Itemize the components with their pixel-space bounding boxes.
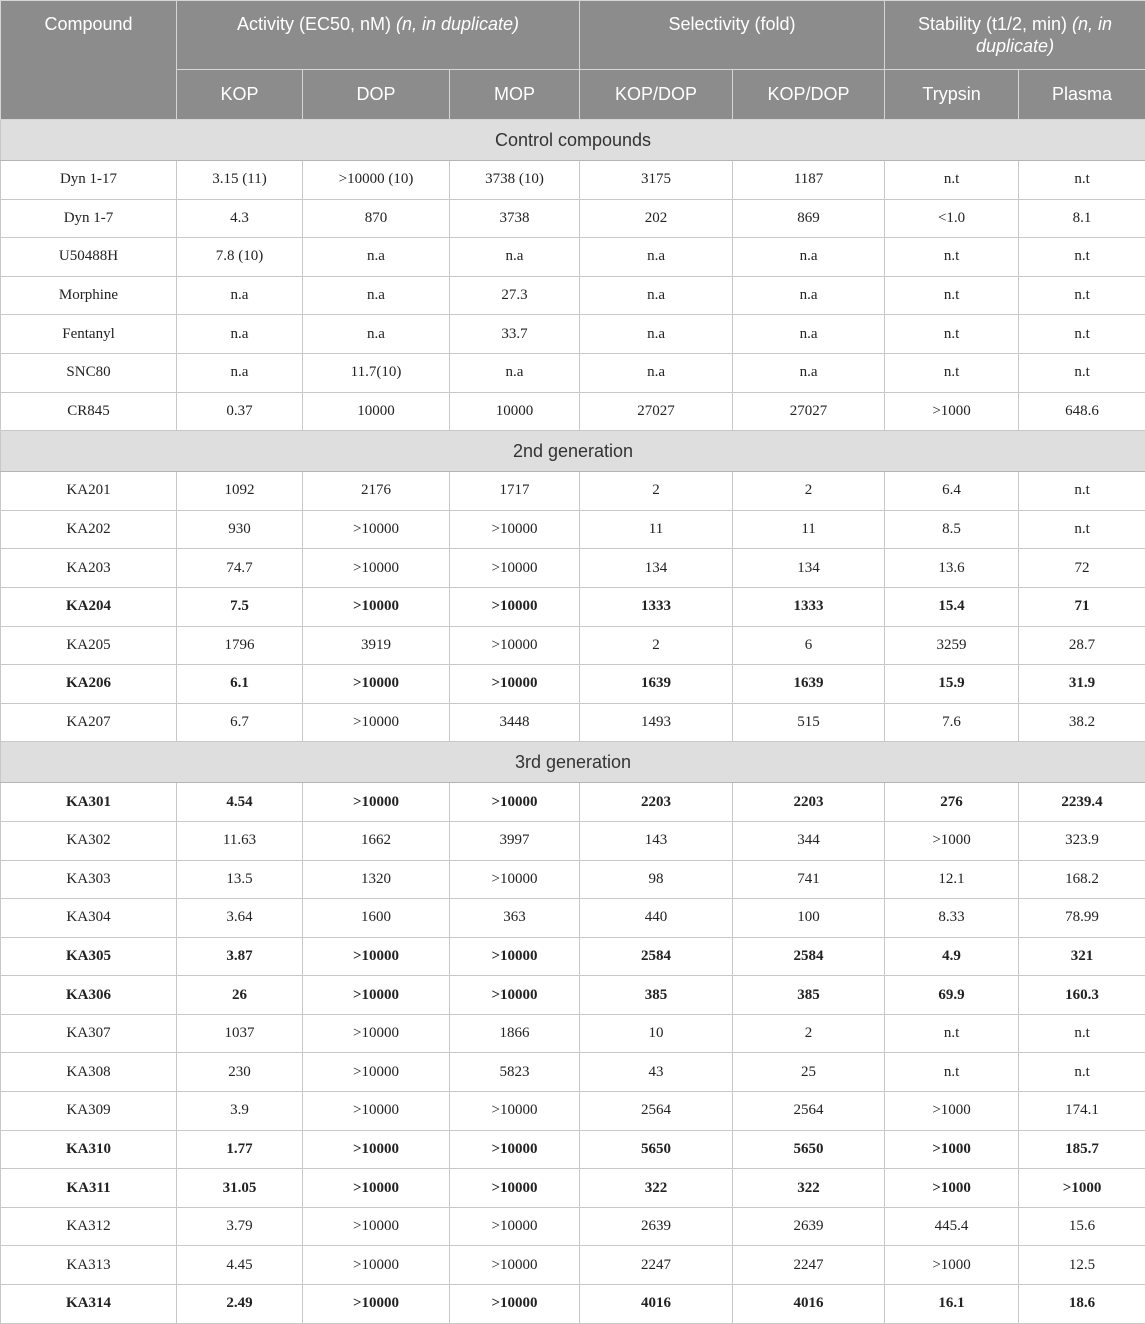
- cell-mop: 1717: [450, 472, 580, 511]
- cell-plasma: n.t: [1019, 276, 1145, 315]
- cell-kop-dop-2: n.a: [733, 353, 885, 392]
- cell-mop: >10000: [450, 937, 580, 976]
- cell-dop: 11.7(10): [303, 353, 450, 392]
- section-row: [1, 431, 1145, 472]
- cell-dop: n.a: [303, 315, 450, 354]
- cell-mop: >10000: [450, 1246, 580, 1285]
- section-row: [1, 742, 1145, 783]
- cell-compound: KA310: [1, 1130, 177, 1169]
- cell-kop-dop: n.a: [580, 276, 733, 315]
- cell-kop-dop-2: 2564: [733, 1092, 885, 1131]
- cell-mop: >10000: [450, 1285, 580, 1324]
- table-row: [1, 510, 1145, 549]
- header-trypsin: Trypsin: [885, 70, 1019, 120]
- cell-kop: 13.5: [177, 860, 303, 899]
- cell-mop: >10000: [450, 626, 580, 665]
- cell-kop-dop: 11: [580, 510, 733, 549]
- cell-trypsin: n.t: [885, 238, 1019, 277]
- cell-trypsin: 8.5: [885, 510, 1019, 549]
- cell-dop: >10000: [303, 510, 450, 549]
- cell-kop-dop-2: 515: [733, 703, 885, 742]
- cell-kop-dop: 5650: [580, 1130, 733, 1169]
- cell-kop: n.a: [177, 353, 303, 392]
- cell-mop: 5823: [450, 1053, 580, 1092]
- cell-trypsin: n.t: [885, 315, 1019, 354]
- cell-mop: >10000: [450, 976, 580, 1015]
- cell-kop: 7.5: [177, 587, 303, 626]
- table-row: [1, 199, 1145, 238]
- cell-kop-dop-2: 1639: [733, 665, 885, 704]
- cell-trypsin: 15.9: [885, 665, 1019, 704]
- cell-dop: >10000: [303, 1053, 450, 1092]
- cell-compound: KA207: [1, 703, 177, 742]
- cell-dop: >10000: [303, 1169, 450, 1208]
- cell-kop-dop-2: 25: [733, 1053, 885, 1092]
- cell-kop-dop: 143: [580, 821, 733, 860]
- cell-kop-dop-2: 2247: [733, 1246, 885, 1285]
- cell-dop: >10000: [303, 937, 450, 976]
- cell-dop: >10000: [303, 1130, 450, 1169]
- cell-dop: 2176: [303, 472, 450, 511]
- cell-plasma: n.t: [1019, 161, 1145, 200]
- cell-trypsin: 7.6: [885, 703, 1019, 742]
- cell-compound: KA204: [1, 587, 177, 626]
- cell-kop-dop-2: 2: [733, 472, 885, 511]
- cell-dop: >10000: [303, 1092, 450, 1131]
- cell-kop-dop: 2203: [580, 783, 733, 822]
- cell-trypsin: >1000: [885, 392, 1019, 431]
- cell-dop: >10000: [303, 1207, 450, 1246]
- cell-trypsin: n.t: [885, 276, 1019, 315]
- cell-kop: 11.63: [177, 821, 303, 860]
- cell-mop: >10000: [450, 1169, 580, 1208]
- cell-dop: >10000: [303, 783, 450, 822]
- cell-kop-dop-2: 2203: [733, 783, 885, 822]
- cell-dop: >10000: [303, 587, 450, 626]
- cell-compound: KA301: [1, 783, 177, 822]
- section-title: 3rd generation: [1, 742, 1145, 783]
- section-title: 2nd generation: [1, 431, 1145, 472]
- cell-dop: 10000: [303, 392, 450, 431]
- table-row: [1, 1092, 1145, 1131]
- header-selectivity: Selectivity (fold): [580, 1, 885, 70]
- cell-mop: >10000: [450, 1207, 580, 1246]
- cell-compound: KA307: [1, 1014, 177, 1053]
- table-header: [1, 1, 1145, 120]
- header-activity: [177, 1, 580, 70]
- header-kop-dop-2: KOP/DOP: [733, 70, 885, 120]
- table-row: [1, 665, 1145, 704]
- cell-kop-dop: 2639: [580, 1207, 733, 1246]
- cell-plasma: 168.2: [1019, 860, 1145, 899]
- cell-mop: 27.3: [450, 276, 580, 315]
- cell-trypsin: n.t: [885, 1053, 1019, 1092]
- cell-mop: 1866: [450, 1014, 580, 1053]
- cell-plasma: n.t: [1019, 1053, 1145, 1092]
- cell-kop: 3.15 (11): [177, 161, 303, 200]
- cell-trypsin: 6.4: [885, 472, 1019, 511]
- header-mop: MOP: [450, 70, 580, 120]
- table-row: [1, 161, 1145, 200]
- cell-plasma: n.t: [1019, 510, 1145, 549]
- cell-kop-dop-2: 6: [733, 626, 885, 665]
- cell-kop: 4.54: [177, 783, 303, 822]
- cell-dop: 1600: [303, 899, 450, 938]
- cell-compound: Morphine: [1, 276, 177, 315]
- cell-kop-dop: 1333: [580, 587, 733, 626]
- cell-plasma: 28.7: [1019, 626, 1145, 665]
- cell-trypsin: 13.6: [885, 549, 1019, 588]
- header-stability: [885, 1, 1145, 70]
- table-row: [1, 783, 1145, 822]
- cell-mop: 3997: [450, 821, 580, 860]
- cell-trypsin: 276: [885, 783, 1019, 822]
- cell-compound: Dyn 1-7: [1, 199, 177, 238]
- cell-compound: SNC80: [1, 353, 177, 392]
- cell-compound: KA308: [1, 1053, 177, 1092]
- cell-mop: 363: [450, 899, 580, 938]
- cell-plasma: 185.7: [1019, 1130, 1145, 1169]
- cell-kop: 4.45: [177, 1246, 303, 1285]
- cell-mop: >10000: [450, 783, 580, 822]
- cell-kop: n.a: [177, 276, 303, 315]
- cell-plasma: 323.9: [1019, 821, 1145, 860]
- cell-trypsin: 69.9: [885, 976, 1019, 1015]
- table-row: [1, 353, 1145, 392]
- cell-compound: KA309: [1, 1092, 177, 1131]
- cell-mop: >10000: [450, 1092, 580, 1131]
- table-row: [1, 821, 1145, 860]
- cell-kop: 0.37: [177, 392, 303, 431]
- cell-kop-dop: 2: [580, 626, 733, 665]
- cell-plasma: 38.2: [1019, 703, 1145, 742]
- cell-trypsin: >1000: [885, 1092, 1019, 1131]
- cell-plasma: 160.3: [1019, 976, 1145, 1015]
- table-body: [1, 120, 1145, 1324]
- cell-dop: >10000: [303, 703, 450, 742]
- table-row: [1, 1207, 1145, 1246]
- cell-kop-dop: 440: [580, 899, 733, 938]
- cell-kop-dop: 1493: [580, 703, 733, 742]
- cell-trypsin: n.t: [885, 161, 1019, 200]
- cell-plasma: 174.1: [1019, 1092, 1145, 1131]
- cell-mop: >10000: [450, 860, 580, 899]
- cell-kop-dop-2: n.a: [733, 315, 885, 354]
- cell-kop: 1037: [177, 1014, 303, 1053]
- cell-compound: KA302: [1, 821, 177, 860]
- cell-plasma: n.t: [1019, 472, 1145, 511]
- cell-plasma: 15.6: [1019, 1207, 1145, 1246]
- cell-dop: n.a: [303, 238, 450, 277]
- cell-plasma: 2239.4: [1019, 783, 1145, 822]
- cell-compound: KA201: [1, 472, 177, 511]
- cell-trypsin: 3259: [885, 626, 1019, 665]
- cell-plasma: n.t: [1019, 353, 1145, 392]
- cell-trypsin: >1000: [885, 821, 1019, 860]
- cell-kop: 4.3: [177, 199, 303, 238]
- table-row: [1, 392, 1145, 431]
- cell-kop: 6.7: [177, 703, 303, 742]
- cell-kop: 26: [177, 976, 303, 1015]
- cell-dop: >10000: [303, 665, 450, 704]
- cell-trypsin: 8.33: [885, 899, 1019, 938]
- cell-trypsin: 12.1: [885, 860, 1019, 899]
- cell-plasma: 78.99: [1019, 899, 1145, 938]
- header-stability-label: Stability (t1/2, min): [918, 14, 1072, 34]
- cell-mop: >10000: [450, 665, 580, 704]
- cell-mop: >10000: [450, 510, 580, 549]
- cell-kop-dop: 322: [580, 1169, 733, 1208]
- cell-kop: 3.79: [177, 1207, 303, 1246]
- cell-kop: 230: [177, 1053, 303, 1092]
- cell-kop-dop-2: 869: [733, 199, 885, 238]
- cell-kop-dop: 2564: [580, 1092, 733, 1131]
- cell-dop: 1662: [303, 821, 450, 860]
- cell-plasma: 8.1: [1019, 199, 1145, 238]
- cell-kop: 1796: [177, 626, 303, 665]
- cell-compound: KA304: [1, 899, 177, 938]
- header-activity-note: (n, in duplicate): [396, 14, 519, 34]
- cell-mop: >10000: [450, 1130, 580, 1169]
- cell-kop: 31.05: [177, 1169, 303, 1208]
- cell-compound: KA305: [1, 937, 177, 976]
- cell-kop-dop: 202: [580, 199, 733, 238]
- cell-kop: 1.77: [177, 1130, 303, 1169]
- cell-kop-dop-2: 344: [733, 821, 885, 860]
- cell-trypsin: 445.4: [885, 1207, 1019, 1246]
- header-dop: DOP: [303, 70, 450, 120]
- cell-trypsin: >1000: [885, 1130, 1019, 1169]
- cell-kop: 74.7: [177, 549, 303, 588]
- cell-plasma: >1000: [1019, 1169, 1145, 1208]
- cell-kop-dop-2: 100: [733, 899, 885, 938]
- cell-plasma: 72: [1019, 549, 1145, 588]
- cell-compound: KA311: [1, 1169, 177, 1208]
- table-row: [1, 587, 1145, 626]
- table-row: [1, 703, 1145, 742]
- cell-dop: n.a: [303, 276, 450, 315]
- table-row: [1, 472, 1145, 511]
- cell-compound: CR845: [1, 392, 177, 431]
- cell-kop-dop: 2: [580, 472, 733, 511]
- cell-kop: n.a: [177, 315, 303, 354]
- cell-kop-dop-2: n.a: [733, 238, 885, 277]
- cell-plasma: n.t: [1019, 315, 1145, 354]
- table-row: [1, 1014, 1145, 1053]
- cell-plasma: n.t: [1019, 238, 1145, 277]
- cell-compound: KA206: [1, 665, 177, 704]
- cell-kop: 930: [177, 510, 303, 549]
- header-plasma: Plasma: [1019, 70, 1145, 120]
- cell-trypsin: >1000: [885, 1246, 1019, 1285]
- cell-compound: KA306: [1, 976, 177, 1015]
- cell-kop-dop-2: 4016: [733, 1285, 885, 1324]
- table-row: [1, 1130, 1145, 1169]
- table-row: [1, 1246, 1145, 1285]
- cell-kop-dop: 98: [580, 860, 733, 899]
- cell-compound: Fentanyl: [1, 315, 177, 354]
- cell-mop: n.a: [450, 238, 580, 277]
- cell-mop: 33.7: [450, 315, 580, 354]
- cell-compound: U50488H: [1, 238, 177, 277]
- table-row: [1, 937, 1145, 976]
- cell-kop-dop-2: 2639: [733, 1207, 885, 1246]
- cell-kop-dop-2: 1187: [733, 161, 885, 200]
- table-row: [1, 626, 1145, 665]
- cell-plasma: 12.5: [1019, 1246, 1145, 1285]
- cell-compound: KA314: [1, 1285, 177, 1324]
- cell-kop-dop-2: 2: [733, 1014, 885, 1053]
- cell-mop: 3448: [450, 703, 580, 742]
- cell-compound: KA205: [1, 626, 177, 665]
- cell-kop-dop-2: 2584: [733, 937, 885, 976]
- table-row: [1, 1169, 1145, 1208]
- cell-compound: Dyn 1-17: [1, 161, 177, 200]
- cell-dop: >10000: [303, 1285, 450, 1324]
- cell-kop-dop-2: 11: [733, 510, 885, 549]
- cell-kop-dop: 134: [580, 549, 733, 588]
- cell-plasma: 648.6: [1019, 392, 1145, 431]
- cell-mop: n.a: [450, 353, 580, 392]
- cell-dop: >10000: [303, 1246, 450, 1285]
- cell-kop-dop-2: n.a: [733, 276, 885, 315]
- table-row: [1, 276, 1145, 315]
- cell-dop: >10000 (10): [303, 161, 450, 200]
- cell-mop: >10000: [450, 587, 580, 626]
- cell-trypsin: n.t: [885, 1014, 1019, 1053]
- cell-dop: >10000: [303, 976, 450, 1015]
- cell-kop-dop: n.a: [580, 238, 733, 277]
- header-kop: KOP: [177, 70, 303, 120]
- cell-dop: >10000: [303, 1014, 450, 1053]
- table-row: [1, 1053, 1145, 1092]
- header-activity-label: Activity (EC50, nM): [237, 14, 396, 34]
- table-row: [1, 1285, 1145, 1324]
- cell-kop: 3.64: [177, 899, 303, 938]
- cell-compound: KA303: [1, 860, 177, 899]
- cell-kop: 3.9: [177, 1092, 303, 1131]
- cell-trypsin: 16.1: [885, 1285, 1019, 1324]
- cell-kop-dop: 2584: [580, 937, 733, 976]
- cell-kop-dop: 4016: [580, 1285, 733, 1324]
- cell-dop: 870: [303, 199, 450, 238]
- cell-mop: 3738: [450, 199, 580, 238]
- cell-kop-dop: 43: [580, 1053, 733, 1092]
- cell-trypsin: 4.9: [885, 937, 1019, 976]
- cell-mop: 10000: [450, 392, 580, 431]
- cell-compound: KA203: [1, 549, 177, 588]
- cell-kop-dop: 1639: [580, 665, 733, 704]
- section-row: [1, 120, 1145, 161]
- cell-kop: 3.87: [177, 937, 303, 976]
- cell-trypsin: <1.0: [885, 199, 1019, 238]
- cell-kop: 7.8 (10): [177, 238, 303, 277]
- table-row: [1, 976, 1145, 1015]
- cell-kop-dop-2: 5650: [733, 1130, 885, 1169]
- cell-kop: 1092: [177, 472, 303, 511]
- cell-trypsin: >1000: [885, 1169, 1019, 1208]
- cell-kop: 6.1: [177, 665, 303, 704]
- cell-plasma: 18.6: [1019, 1285, 1145, 1324]
- cell-plasma: 71: [1019, 587, 1145, 626]
- cell-kop-dop: 385: [580, 976, 733, 1015]
- cell-kop-dop-2: 322: [733, 1169, 885, 1208]
- cell-compound: KA202: [1, 510, 177, 549]
- table-row: [1, 860, 1145, 899]
- cell-kop: 2.49: [177, 1285, 303, 1324]
- cell-dop: 3919: [303, 626, 450, 665]
- cell-kop-dop: n.a: [580, 315, 733, 354]
- cell-kop-dop-2: 385: [733, 976, 885, 1015]
- cell-mop: >10000: [450, 549, 580, 588]
- table-row: [1, 315, 1145, 354]
- header-kop-dop: KOP/DOP: [580, 70, 733, 120]
- header-compound: Compound: [1, 1, 177, 120]
- header-stability-note: (n, in duplicate): [976, 14, 1112, 56]
- table-row: [1, 899, 1145, 938]
- section-title: Control compounds: [1, 120, 1145, 161]
- cell-kop-dop-2: 134: [733, 549, 885, 588]
- cell-compound: KA313: [1, 1246, 177, 1285]
- cell-trypsin: n.t: [885, 353, 1019, 392]
- cell-dop: >10000: [303, 549, 450, 588]
- table-row: [1, 549, 1145, 588]
- cell-kop-dop: 2247: [580, 1246, 733, 1285]
- cell-trypsin: 15.4: [885, 587, 1019, 626]
- cell-kop-dop-2: 1333: [733, 587, 885, 626]
- cell-kop-dop: 10: [580, 1014, 733, 1053]
- cell-dop: 1320: [303, 860, 450, 899]
- cell-kop-dop: n.a: [580, 353, 733, 392]
- cell-compound: KA312: [1, 1207, 177, 1246]
- cell-kop-dop-2: 27027: [733, 392, 885, 431]
- cell-kop-dop: 3175: [580, 161, 733, 200]
- cell-plasma: 321: [1019, 937, 1145, 976]
- table-row: [1, 238, 1145, 277]
- cell-kop-dop: 27027: [580, 392, 733, 431]
- cell-plasma: n.t: [1019, 1014, 1145, 1053]
- cell-mop: 3738 (10): [450, 161, 580, 200]
- cell-plasma: 31.9: [1019, 665, 1145, 704]
- cell-kop-dop-2: 741: [733, 860, 885, 899]
